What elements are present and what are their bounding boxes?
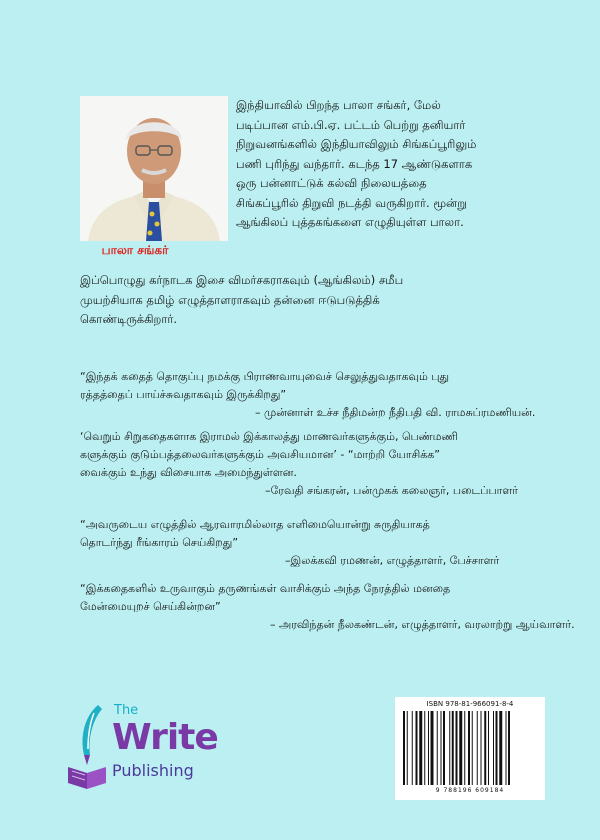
barcode-digits: 9 788196 609184 <box>435 787 505 794</box>
publisher-name-write: Write <box>112 717 218 758</box>
endorsement-quote <box>80 516 550 570</box>
author-bio-bottom <box>80 271 403 330</box>
barcode-bar <box>416 711 418 785</box>
quote-line: “இந்தக் கதைத் தொகுப்பு நமக்கு பிராணவாயுவைச் செலுத்துவதாகவும் புது <box>80 370 450 383</box>
author-bio-top <box>236 96 476 233</box>
barcode-bar <box>428 711 429 785</box>
barcode-bar <box>477 711 478 785</box>
publisher-logo <box>66 703 266 793</box>
bio-line: ஒரு பன்னாட்டுக் கல்வி நிலையத்தை <box>236 176 427 190</box>
endorsement-quote <box>80 428 550 500</box>
bio-line: முயற்சியாக தமிழ் எழுத்தாளராகவும் தன்னை ஈடுபடுத்திக் <box>80 292 380 307</box>
barcode-bar <box>419 711 422 785</box>
barcode-bar <box>464 711 465 785</box>
quote-line: மேன்மையுறச் செய்கின்றன” <box>80 600 221 613</box>
quote-line: களுக்கும் குடும்பத்தலைவர்களுக்கும் அவசியமான’ - “மாற்றி யோசிக்க” <box>80 448 440 461</box>
author-portrait-image <box>80 96 228 241</box>
barcode-bar <box>443 711 445 785</box>
author-name-caption: பாலா சங்கர் <box>101 243 169 257</box>
quote-attribution: – அரவிந்தன் நீலகண்டன், எழுத்தாளர், வரலாற்று ஆய்வாளர். <box>270 618 575 631</box>
barcode-bar <box>481 711 482 785</box>
bio-line: நிறுவனங்களில் இந்தியாவிலும் சிங்கப்பூரிலும் <box>236 137 477 151</box>
endorsement-quote <box>80 368 550 422</box>
barcode-bar <box>424 711 425 785</box>
bio-line: ஆங்கிலப் புத்தகங்களை எழுதியுள்ள பாலா. <box>236 215 464 229</box>
barcode-bars <box>395 697 545 800</box>
endorsement-quote <box>80 580 575 634</box>
barcode-bar <box>496 711 498 785</box>
quote-attribution: –ரேவதி சங்கரன், பன்முகக் கலைஞர், படைப்பாளர் <box>265 484 519 497</box>
quote-line: “அவருடைய எழுத்தில் ஆரவாரமில்லாத எளிமையொன்று சுருதியாகத் <box>80 518 430 531</box>
barcode-bar <box>508 711 510 785</box>
barcode-bar <box>441 711 442 785</box>
bio-line: கொண்டிருக்கிறார். <box>80 312 178 326</box>
barcode-bar <box>488 711 489 785</box>
barcode-bar <box>437 711 438 785</box>
quote-line: “இக்கதைகளில் உருவாகும் தருணங்கள் வாசிக்கும் அந்த நேரத்தில் மனதை <box>80 582 451 595</box>
barcode-bar <box>431 711 434 785</box>
barcode-bar <box>484 711 486 785</box>
barcode-bar <box>472 711 473 785</box>
quote-attribution: – முன்னாள் உச்ச நீதிமன்ற நீதிபதி வி. ராமசுப்ரமணியன். <box>255 406 536 419</box>
publisher-name-publishing: Publishing <box>112 761 194 780</box>
barcode-bar <box>452 711 454 785</box>
barcode-bar <box>456 711 458 785</box>
quill-book-icon <box>66 703 112 791</box>
bio-line: இப்பொழுது கர்நாடக இசை விமர்சகராகவும் (ஆங்கிலம்) சமீப <box>80 273 404 287</box>
bio-line: படிப்பான எம்.பி.ஏ. பட்டம் பெற்று தனியார் <box>236 117 466 132</box>
barcode-bar <box>412 711 413 785</box>
barcode-bar <box>449 711 450 785</box>
bio-line: இந்தியாவில் பிறந்த பாலா சங்கர், மேல் <box>236 98 441 112</box>
publisher-name-the: The <box>114 703 139 718</box>
bio-line: பணி புரிந்து வந்தார். கடந்த 17 ஆண்டுகளாக <box>236 156 473 171</box>
quote-attribution: –இலக்கவி ரமணன், எழுத்தாளர், பேச்சாளர் <box>285 554 500 567</box>
bio-line: சிங்கப்பூரில் திறுவி நடத்தி வருகிறார். மூன்று <box>236 195 467 210</box>
barcode-bar <box>468 711 470 785</box>
quote-line: வைக்கும் உந்து விசையாக அமைந்துள்ளன. <box>80 466 297 479</box>
barcode-bar <box>499 711 502 785</box>
quote-line: ரத்தத்தைப் பாய்ச்சுவதாகவும் இருக்கிறது” <box>80 388 287 401</box>
barcode-bar <box>407 711 408 785</box>
isbn-label: ISBN 978-81-966091-8-4 <box>426 700 514 708</box>
author-photo <box>80 96 228 241</box>
barcode-bar <box>459 711 462 785</box>
barcode-bar <box>403 711 405 785</box>
barcode-bar <box>506 711 507 785</box>
quote-line: தொடர்ந்து ரீங்காரம் செய்கிறது” <box>80 536 239 549</box>
barcode-bar <box>493 711 494 785</box>
isbn-barcode <box>395 697 545 800</box>
quote-line: ‘வெறும் சிறுகதைகளாக இராமல் இக்காலத்து மாணவர்களுக்கும், பெண்மணி <box>80 430 458 443</box>
